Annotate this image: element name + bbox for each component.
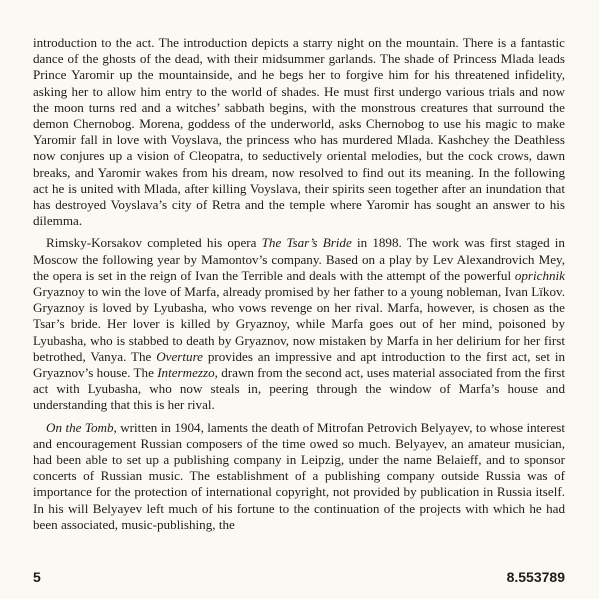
page-footer [33, 569, 565, 589]
italic-term: oprichnik [514, 267, 565, 283]
text-run: Gryaznoy to win the love of Marfa, already promised by her father to a young nobleman, Ivan Lïkov. Gryaznoy is loved by Lyubasha, who vows revenge on her rival. Marfa, however, is chosen as the Tsar’s bride. Her lover is killed by Gryaznoy, while Marfa goes out of her mind, poisoned by Lyubasha, who is stabbed to death by Gryaznov, now mistaken by Marfa in her delirium for her first betrothed, Vanya. The [33, 284, 565, 364]
text-run: in 1898. The work was first staged in Moscow the following year by Mamontov’s company. Based on a play by Lev Alexandrovich Mey, the opera is set in the reign of Ivan the Terrible and deals with the attempt of the powerful [33, 235, 565, 283]
opera-title: The Tsar’s Bride [261, 235, 352, 251]
work-title: Overture [156, 348, 203, 364]
page-number: 5 [33, 569, 41, 585]
paragraph-1 [33, 35, 565, 229]
text-run: introduction to the act. The introduction depicts a starry night on the mountain. There is a fantastic dance of the ghosts of the dead, with their midsummer garlands. The shade of Princess Mlada leads Prince Yaromir up the mountainside, and he begs her to forgive him for his threatened infidelity, asking her to allow him entry to the world of shades. He must first undergo various trials and now the moon turns red and a witches’ sabbath begins, with the monstrous creatures that surround the demon Chernobog. Morena, goddess of the underworld, asks Chernobog to use his magic to make Yaromir fall in love with Voyslava, the princess who has murdered Mlada. Kashchey the Deathless now conjures up a vision of Cleopatra, to seductively oriental melodies, but the cock crows, dawn breaks, and Yaromir wakes from his dream, now resolved to find out its meaning. In the following act he is united with Mlada, after killing Voyslava, their spirits seen together after an inundation that has destroyed Voyslava’s city of Retra and the temple where Yaromir has sought an answer to his dilemma. [33, 35, 565, 229]
text-run: Rimsky-Korsakov completed his opera [46, 235, 262, 251]
text-run: provides an impressive and apt introduction to the first act, set in Gryaznov’s house. The [33, 348, 566, 381]
work-title: Intermezzo [157, 365, 215, 381]
catalog-number: 8.553789 [506, 569, 565, 585]
text-run: , drawn from the second act, uses material associated from the first act with Lyubasha, who now steals in, peering through the window of Marfa’s house and understanding that this is her rival. [33, 365, 566, 413]
paragraph-3 [33, 420, 565, 533]
work-title: On the Tomb [46, 419, 114, 435]
text-run: , written in 1904, laments the death of Mitrofan Petrovich Belyayev, to whose interest and encouragement Russian composers of the time owed so much. Belyayev, an amateur musician, had been able to set up a publishing company in Leipzig, under the name Belaieff, and to sponsor concerts of Russian music. The establishment of a publishing company outside Russia was of importance for the protection of international copyright, not provided by publication in Russia itself. In his will Belyayev left much of his fortune to the continuation of the projects with which he had been associated, music-publishing, the [33, 419, 565, 532]
body-text [33, 35, 565, 539]
paragraph-2 [33, 235, 565, 413]
